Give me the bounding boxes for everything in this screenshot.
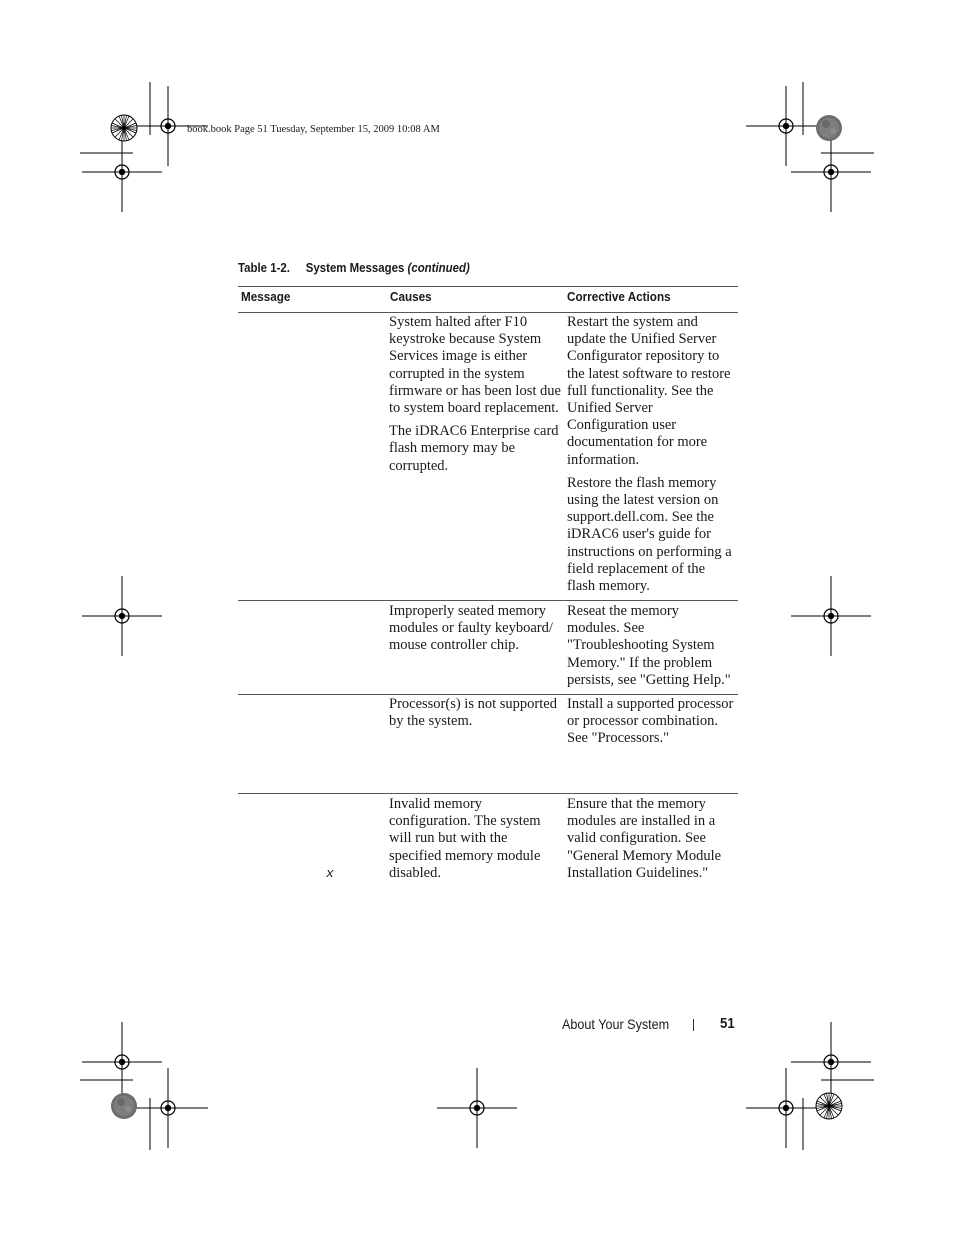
column-header-causes: Causes xyxy=(390,289,432,304)
column-header-actions: Corrective Actions xyxy=(567,289,671,304)
page-number: 51 xyxy=(720,1015,735,1032)
row-2-cause-paragraph-1: Improperly seated memory modules or faulty keyboard/ mouse controller chip. xyxy=(389,603,553,654)
table-row-4-causes xyxy=(389,796,561,888)
table-row-2-causes xyxy=(389,603,561,661)
table-row-1-actions xyxy=(567,314,735,601)
table-row-3-causes xyxy=(389,696,561,736)
table-row-2-actions xyxy=(567,603,735,695)
row-4-message: x xyxy=(326,866,334,881)
row-3-cause-paragraph-1: Processor(s) is not supported by the system. xyxy=(389,696,557,730)
row-1-action-paragraph-1: Restart the system and update the Unified Server Configurator repository to the latest software to restore full functionality. See the Unified Server Configuration user documentation for more information. xyxy=(567,314,731,468)
row-4-action-paragraph-1: Ensure that the memory modules are installed in a valid configuration. See "General Memory Module Installation Guidelines." xyxy=(567,796,722,881)
row-2-action-paragraph-1: Reseat the memory modules. See "Troubleshooting System Memory." If the problem persists, see "Getting Help." xyxy=(567,603,731,688)
row-divider-1 xyxy=(238,600,738,601)
table-row-1-causes xyxy=(389,314,561,481)
table-caption-number: Table 1-2. xyxy=(238,260,290,275)
print-slug-line: book.book Page 51 Tuesday, September 15, 2009 10:08 AM xyxy=(187,124,440,135)
table-top-rule xyxy=(238,286,738,287)
table-row-4-actions xyxy=(567,796,735,888)
table-caption xyxy=(238,260,470,275)
footer-section-title: About Your System xyxy=(562,1016,670,1032)
header-bottom-rule xyxy=(238,312,738,313)
footer-separator xyxy=(693,1019,694,1031)
row-1-action-paragraph-2: Restore the flash memory using the latest version on support.dell.com. See the iDRAC6 user's guide for instructions on performing a field replacement of the flash memory. xyxy=(567,474,732,595)
table-row-3-actions xyxy=(567,696,735,754)
row-4-cause-paragraph-1: Invalid memory configuration. The system will run but with the specified memory module disabled. xyxy=(389,796,541,881)
row-1-cause-paragraph-2: The iDRAC6 Enterprise card flash memory may be corrupted. xyxy=(389,423,559,474)
row-1-cause-paragraph-1: System halted after F10 keystroke because System Services image is either corrupted in the system firmware or has been lost due to system board replacement. xyxy=(389,314,561,417)
table-caption-title: System Messages xyxy=(305,260,408,275)
row-divider-3 xyxy=(238,793,738,794)
row-3-action-paragraph-1: Install a supported processor or processor combination. See "Processors." xyxy=(567,696,734,747)
column-header-message: Message xyxy=(241,289,291,304)
row-divider-2 xyxy=(238,694,738,695)
table-caption-continued: (continued) xyxy=(407,260,470,275)
